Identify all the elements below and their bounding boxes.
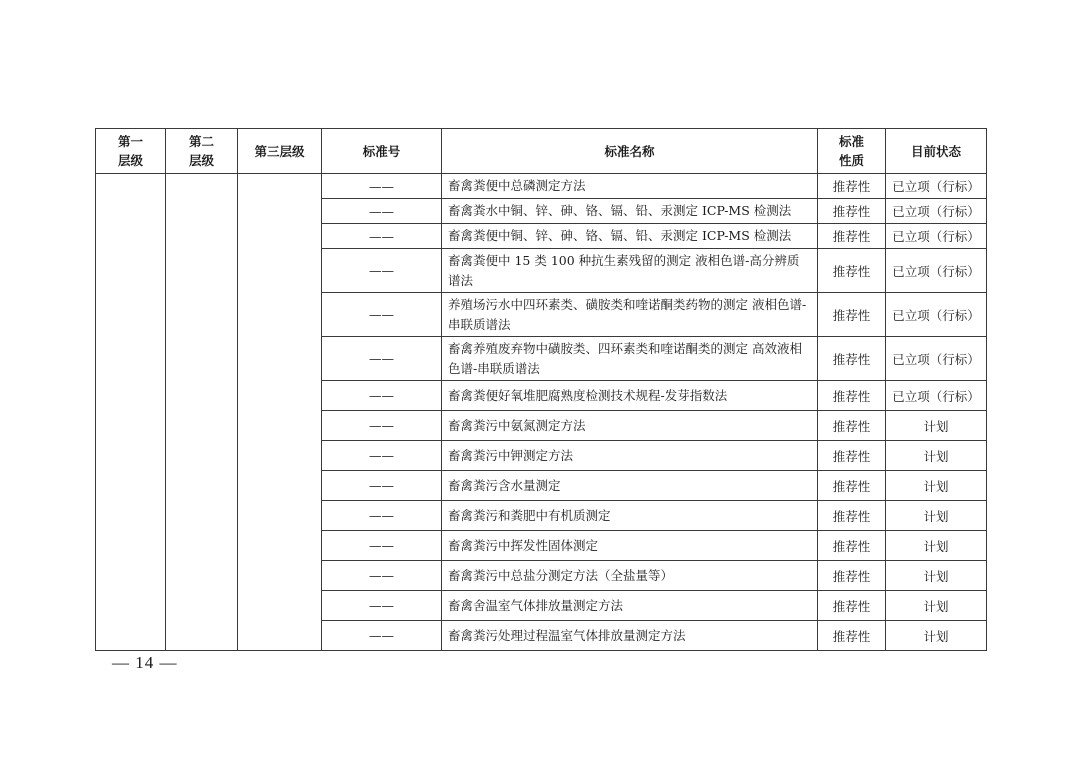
standards-table <box>95 128 987 651</box>
standard-name-cell: 畜禽粪水中铜、锌、砷、铬、镉、铅、汞测定 ICP-MS 检测法 <box>442 199 818 224</box>
current-status-cell: 计划 <box>886 501 987 531</box>
current-status-cell: 计划 <box>886 441 987 471</box>
standard-number-cell: —— <box>322 337 442 381</box>
standard-nature-cell: 推荐性 <box>818 174 886 199</box>
standard-name-cell: 畜禽粪便中铜、锌、砷、铬、镉、铅、汞测定 ICP-MS 检测法 <box>442 224 818 249</box>
current-status-cell: 已立项（行标） <box>886 293 987 337</box>
level3-cell <box>238 174 322 651</box>
standard-nature-cell: 推荐性 <box>818 591 886 621</box>
standard-number-cell: —— <box>322 411 442 441</box>
current-status-cell: 已立项（行标） <box>886 337 987 381</box>
standard-name-cell: 畜禽粪污中钾测定方法 <box>442 441 818 471</box>
standard-name-cell: 畜禽粪污中氨氮测定方法 <box>442 411 818 441</box>
table-header-row <box>96 129 987 174</box>
standard-name-cell: 畜禽粪污处理过程温室气体排放量测定方法 <box>442 621 818 651</box>
standard-name-cell: 畜禽粪污中总盐分测定方法（全盐量等） <box>442 561 818 591</box>
standard-nature-cell: 推荐性 <box>818 249 886 293</box>
standard-name-cell: 畜禽舍温室气体排放量测定方法 <box>442 591 818 621</box>
standard-name-cell: 畜禽养殖废弃物中磺胺类、四环素类和喹诺酮类的测定 高效液相色谱-串联质谱法 <box>442 337 818 381</box>
standard-name-cell: 畜禽粪便中总磷测定方法 <box>442 174 818 199</box>
current-status-cell: 计划 <box>886 591 987 621</box>
level1-cell <box>96 174 166 651</box>
standard-nature-cell: 推荐性 <box>818 501 886 531</box>
standard-nature-cell: 推荐性 <box>818 561 886 591</box>
current-status-cell: 计划 <box>886 411 987 441</box>
current-status-cell: 已立项（行标） <box>886 381 987 411</box>
current-status-cell: 已立项（行标） <box>886 199 987 224</box>
standard-number-cell: —— <box>322 561 442 591</box>
standard-nature-cell: 推荐性 <box>818 199 886 224</box>
header-current-status: 目前状态 <box>886 129 987 174</box>
header-standard-number: 标准号 <box>322 129 442 174</box>
current-status-cell: 已立项（行标） <box>886 174 987 199</box>
header-level3: 第三层级 <box>238 129 322 174</box>
header-level1: 第一 层级 <box>96 129 166 174</box>
standard-nature-cell: 推荐性 <box>818 441 886 471</box>
current-status-cell: 已立项（行标） <box>886 249 987 293</box>
current-status-cell: 计划 <box>886 531 987 561</box>
current-status-cell: 计划 <box>886 621 987 651</box>
header-level2: 第二 层级 <box>166 129 238 174</box>
standard-number-cell: —— <box>322 441 442 471</box>
standard-name-cell: 畜禽粪污和粪肥中有机质测定 <box>442 501 818 531</box>
standard-number-cell: —— <box>322 249 442 293</box>
current-status-cell: 已立项（行标） <box>886 224 987 249</box>
header-standard-nature: 标准 性质 <box>818 129 886 174</box>
standard-nature-cell: 推荐性 <box>818 411 886 441</box>
standard-number-cell: —— <box>322 224 442 249</box>
standard-nature-cell: 推荐性 <box>818 471 886 501</box>
standard-nature-cell: 推荐性 <box>818 337 886 381</box>
standard-number-cell: —— <box>322 501 442 531</box>
standard-nature-cell: 推荐性 <box>818 224 886 249</box>
standard-number-cell: —— <box>322 199 442 224</box>
standard-name-cell: 养殖场污水中四环素类、磺胺类和喹诺酮类药物的测定 液相色谱-串联质谱法 <box>442 293 818 337</box>
standard-number-cell: —— <box>322 591 442 621</box>
standard-nature-cell: 推荐性 <box>818 621 886 651</box>
standard-name-cell: 畜禽粪污含水量测定 <box>442 471 818 501</box>
standard-number-cell: —— <box>322 471 442 501</box>
standard-number-cell: —— <box>322 531 442 561</box>
standard-number-cell: —— <box>322 293 442 337</box>
level2-cell <box>166 174 238 651</box>
current-status-cell: 计划 <box>886 471 987 501</box>
current-status-cell: 计划 <box>886 561 987 591</box>
standard-name-cell: 畜禽粪便中 15 类 100 种抗生素残留的测定 液相色谱-高分辨质谱法 <box>442 249 818 293</box>
header-standard-name: 标准名称 <box>442 129 818 174</box>
standard-nature-cell: 推荐性 <box>818 293 886 337</box>
standard-number-cell: —— <box>322 174 442 199</box>
standard-name-cell: 畜禽粪便好氧堆肥腐熟度检测技术规程-发芽指数法 <box>442 381 818 411</box>
standard-nature-cell: 推荐性 <box>818 381 886 411</box>
standard-nature-cell: 推荐性 <box>818 531 886 561</box>
table-row <box>96 174 987 199</box>
standard-number-cell: —— <box>322 621 442 651</box>
standard-name-cell: 畜禽粪污中挥发性固体测定 <box>442 531 818 561</box>
page-number: — 14 — <box>112 653 178 672</box>
standard-number-cell: —— <box>322 381 442 411</box>
